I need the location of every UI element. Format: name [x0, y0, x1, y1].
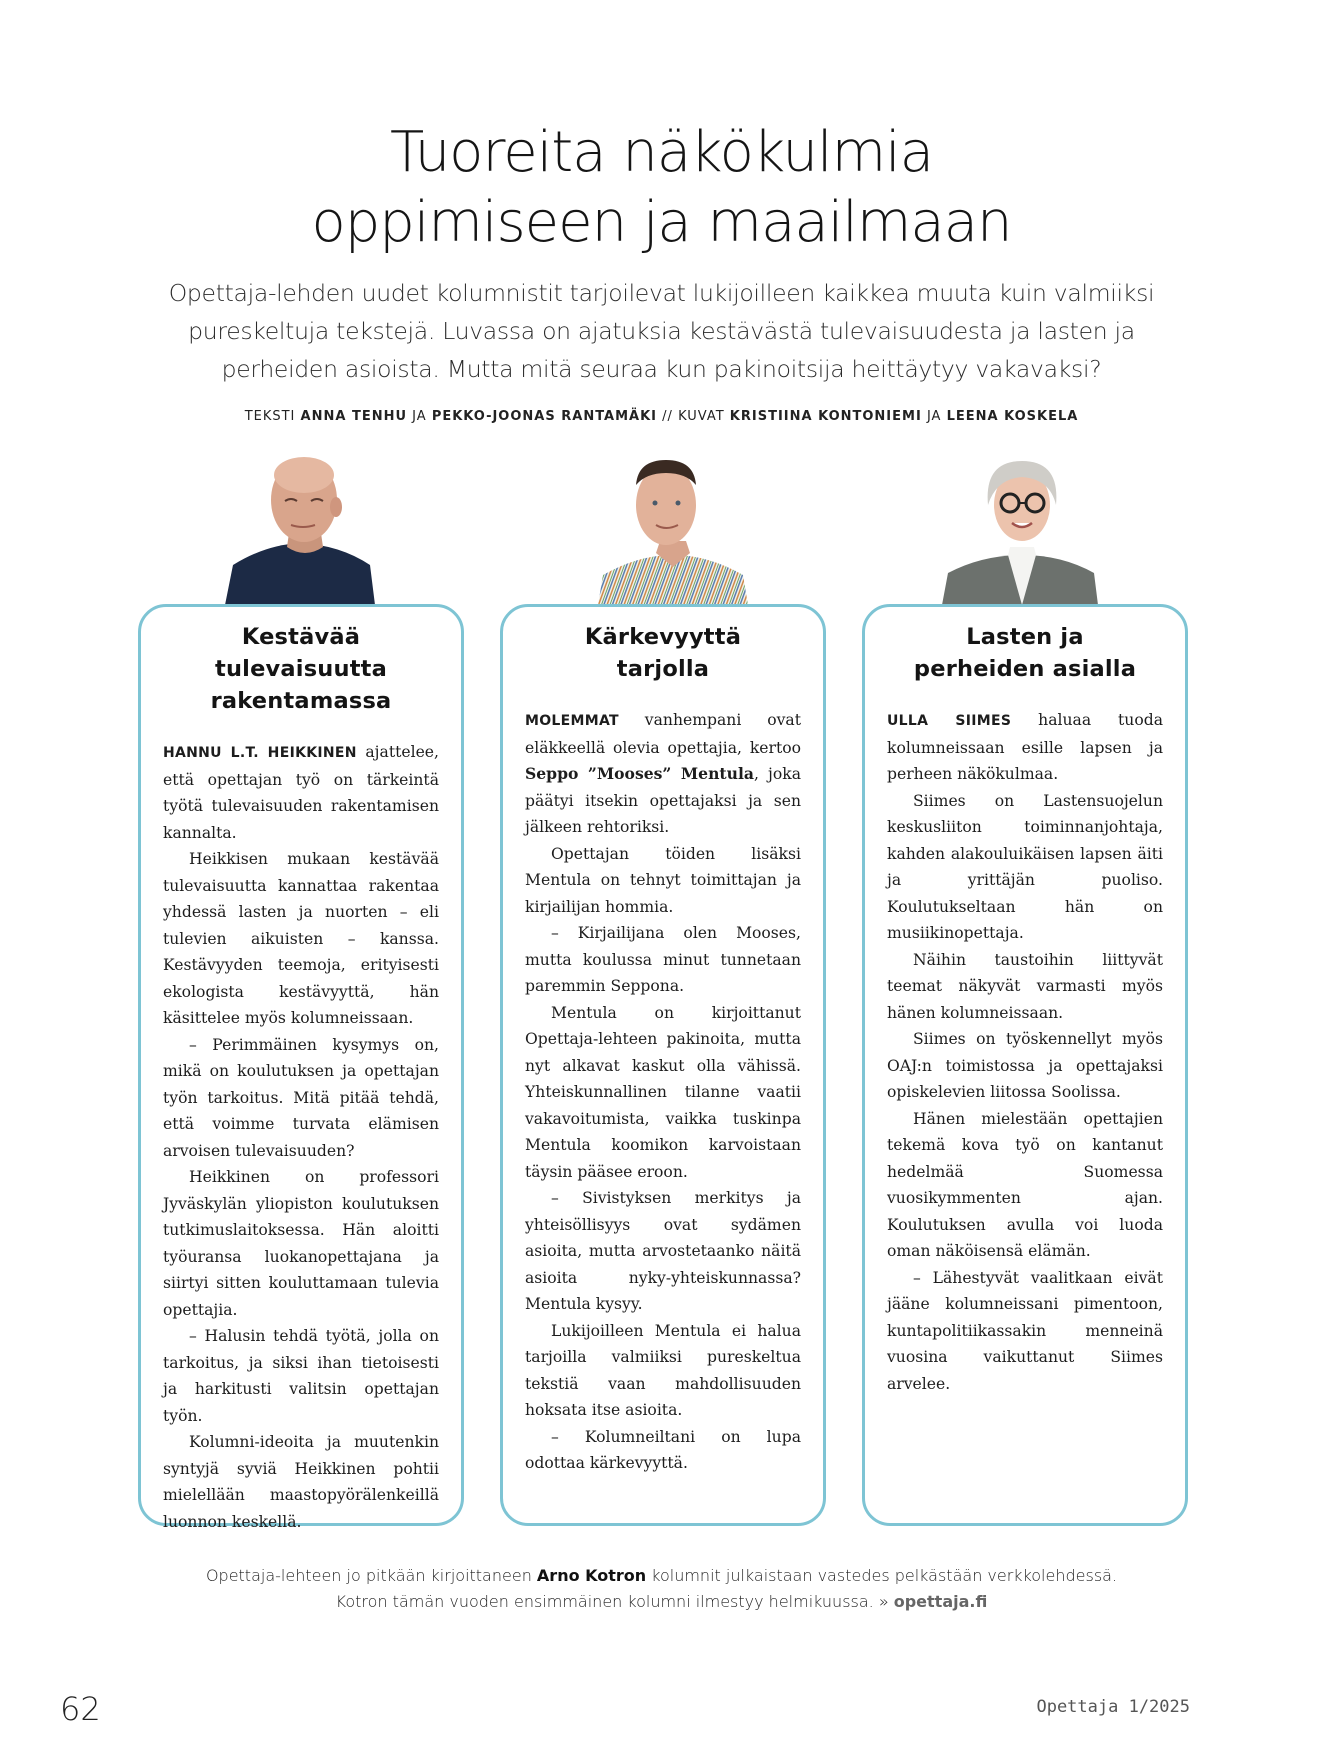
- paragraph-text: haluaa tuoda kolumneissaan esille lapsen ja perheen näkökulmaa.: [887, 711, 1163, 783]
- credit-conjunction: JA: [412, 409, 427, 424]
- title-line-1: Tuoreita näkökulmia: [389, 120, 934, 185]
- article-title: [0, 118, 1323, 258]
- lead-word: MOLEMMAT: [525, 713, 619, 729]
- note-text: kolumnit julkaistaan vastedes pelkästään verkkolehdessä.: [646, 1566, 1118, 1585]
- columnist-name: HANNU L.T. HEIKKINEN: [163, 745, 357, 761]
- photographer-name: LEENA KOSKELA: [946, 409, 1079, 424]
- note-name: Arno Kotron: [536, 1566, 647, 1585]
- heading-line: Kärkevyyttä: [584, 624, 742, 650]
- paragraph: Mentula on kirjoittanut Opettaja-lehteen pakinoita, mutta nyt alkavat kaskut olla vähissä. Yhteiskunnallinen tilanne vaatii vakavoitumista, vaikka tuskinpa Mentula koomikon karvoistaan täysin pääsee eroon.: [525, 1003, 801, 1181]
- paragraph: [525, 707, 801, 841]
- portrait-heikkinen: [225, 455, 385, 605]
- portrait-image: [598, 455, 748, 605]
- article-lead: Opettaja-lehden uudet kolumnistit tarjoilevat lukijoilleen kaikkea muuta kuin valmiiksi pureskeltuja tekstejä. Luvassa on ajatuksia kestävästä tulevaisuudesta ja lasten ja perheiden asioista. Mutta mitä seuraa kun pakinoitsija heittäytyy vakavaksi?: [168, 279, 1155, 383]
- photographer-name: KRISTIINA KONTONIEMI: [729, 409, 922, 424]
- portrait-mentula: [598, 455, 748, 605]
- paragraph: – Lähestyvät vaalitkaan eivät jääne kolumneissani pimentoon, kuntapolitiikassakin menneinä vuosina vaikuttanut Siimes arvelee.: [887, 1268, 1163, 1393]
- heading-line: perheiden asialla: [913, 656, 1137, 682]
- heading-line: tulevaisuutta: [214, 656, 388, 682]
- card-heading: [503, 621, 823, 685]
- paragraph: – Perimmäinen kysymys on, mikä on koulutuksen ja opettajan työn tarkoitus. Mitä pitää tehdä, että voimme turvata elämisen arvoisen tulevaisuuden?: [163, 1035, 439, 1160]
- paragraph: [887, 707, 1163, 788]
- author-name: ANNA TENHU: [300, 409, 408, 424]
- portrait-image: [942, 455, 1102, 605]
- portrait-image: [225, 455, 385, 605]
- paragraph: Siimes on Lastensuojelun keskusliiton toiminnanjohtaja, kahden alakouluikäisen lapsen äiti ja yrittäjän puoliso. Koulutukseltaan hän on musiikinopettaja.: [887, 791, 1163, 942]
- paragraph: – Halusin tehdä työtä, jolla on tarkoitus, ja siksi ihan tietoisesti ja harkitusti valitsin opettajan työn.: [163, 1327, 439, 1425]
- portrait-siimes: [942, 455, 1102, 605]
- card-heading: [141, 621, 461, 717]
- paragraph: Näihin taustoihin liittyvät teemat näkyvät varmasti myös hänen kolumneissaan.: [887, 950, 1163, 1022]
- card-body: [887, 707, 1163, 1397]
- issue-label: Opettaja 1/2025: [1036, 1697, 1190, 1717]
- credit-label-photos: KUVAT: [678, 409, 725, 424]
- paragraph: Heikkisen mukaan kestävää tulevaisuutta kannattaa rakentaa yhdessä lasten ja nuorten – eli tulevien aikuisten – kanssa. Kestävyyden teemoja, erityisesti ekologista kestävyyttä, hän käsittelee myös kolumneissaan.: [163, 850, 439, 1027]
- paragraph-text: , joka päätyi itsekin opettajaksi ja sen jälkeen rehtoriksi.: [525, 765, 801, 836]
- card-heading: [865, 621, 1185, 685]
- column-card-siimes: [862, 604, 1188, 1526]
- heading-line: Kestävää: [241, 624, 361, 650]
- paragraph-text: vanhempani ovat eläkkeellä olevia opettajia, kertoo: [525, 711, 801, 757]
- paragraph: [163, 739, 439, 846]
- paragraph: Heikkinen on professori Jyväskylän yliopiston koulutuksen tutkimuslaitoksessa. Hän aloitti työuransa luokanopettajana ja siirtyi sitten kouluttamaan tulevia opettajia.: [163, 1168, 439, 1319]
- paragraph: – Kolumneiltani on lupa odottaa kärkevyyttä.: [525, 1427, 801, 1472]
- column-card-heikkinen: [138, 604, 464, 1531]
- paragraph: Lukijoilleen Mentula ei halua tarjoilla valmiiksi pureskeltua tekstiä vaan mahdollisuuden hoksata itse asioita.: [525, 1321, 801, 1419]
- heading-line: tarjolla: [616, 656, 710, 682]
- note-text: Kotron tämän vuoden ensimmäinen kolumni ilmestyy helmikuussa. »: [335, 1592, 894, 1611]
- footer-note: [0, 1563, 1323, 1615]
- heading-line: rakentamassa: [210, 688, 392, 714]
- paragraph: Kolumni-ideoita ja muutenkin syntyjä syviä Heikkinen pohtii mielellään maastopyörälenkeillä luonnon keskellä.: [163, 1433, 439, 1531]
- opettaja-link[interactable]: opettaja.fi: [893, 1592, 988, 1611]
- paragraph: Opettajan töiden lisäksi Mentula on tehnyt toimittajan ja kirjailijan hommia.: [525, 844, 801, 916]
- page-number: 62: [60, 1690, 101, 1728]
- credit-separator: //: [662, 409, 673, 424]
- columnist-name: ULLA SIIMES: [887, 713, 1012, 729]
- note-text: Opettaja-lehteen jo pitkään kirjoittaneen: [205, 1566, 537, 1585]
- card-body: [525, 707, 801, 1477]
- paragraph: Hänen mielestään opettajien tekemä kova työ on kantanut hedelmää Suomessa vuosikymmenten ajan. Koulutuksen avulla voi luoda oman näköisensä elämän.: [887, 1109, 1163, 1260]
- title-line-2: oppimiseen ja maailmaan: [311, 190, 1012, 255]
- credit-conjunction: JA: [926, 409, 942, 424]
- columnist-name: Seppo ”Mooses” Mentula: [525, 764, 755, 783]
- heading-line: Lasten ja: [966, 624, 1084, 650]
- paragraph: Siimes on työskennellyt myös OAJ:n toimistossa ja opettajaksi opiskelevien liitossa Soolissa.: [887, 1030, 1163, 1101]
- credit-label-text: TEKSTI: [244, 409, 296, 424]
- column-card-mentula: [500, 604, 826, 1526]
- paragraph: – Kirjailijana olen Mooses, mutta koulussa minut tunnetaan paremmin Seppona.: [525, 924, 801, 995]
- byline: [0, 409, 1323, 424]
- author-name: PEKKO-JOONAS RANTAMÄKI: [431, 409, 658, 424]
- card-body: [163, 739, 439, 1535]
- paragraph-text: ajattelee, että opettajan työ on tärkeintä työtä tulevaisuuden rakentamisen kannalta.: [163, 743, 439, 842]
- paragraph: – Sivistyksen merkitys ja yhteisöllisyys ovat sydämen asioita, mutta arvostetaanko näitä asioita nyky-yhteiskunnassa? Mentula kysyy.: [525, 1189, 801, 1313]
